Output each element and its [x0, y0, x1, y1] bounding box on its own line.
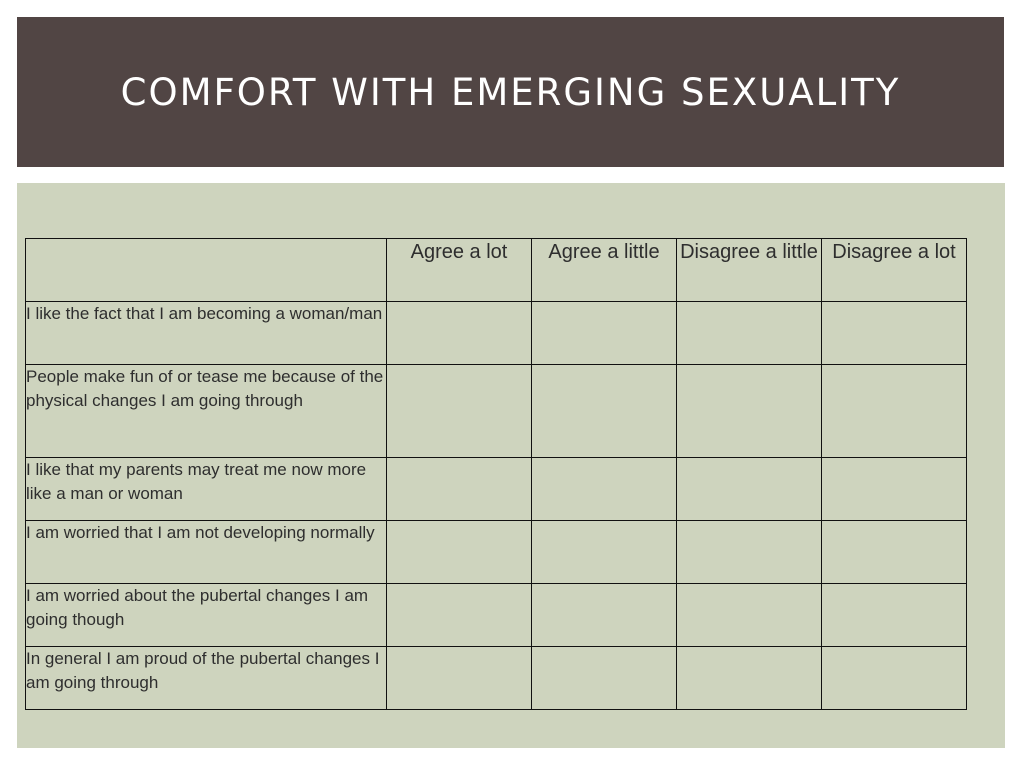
- column-header-agree-a-lot: Agree a lot: [387, 239, 532, 302]
- response-cell[interactable]: [822, 647, 967, 710]
- row-label: I like that my parents may treat me now more like a man or woman: [26, 458, 387, 521]
- row-label: I am worried about the pubertal changes I am going though: [26, 584, 387, 647]
- row-label: People make fun of or tease me because of the physical changes I am going through: [26, 365, 387, 458]
- response-cell[interactable]: [677, 365, 822, 458]
- column-header-disagree-a-lot: Disagree a lot: [822, 239, 967, 302]
- response-cell[interactable]: [387, 521, 532, 584]
- response-cell[interactable]: [532, 521, 677, 584]
- response-cell[interactable]: [387, 458, 532, 521]
- response-cell[interactable]: [822, 584, 967, 647]
- survey-table: [25, 238, 967, 710]
- table-row: [26, 647, 967, 710]
- response-cell[interactable]: [387, 584, 532, 647]
- response-cell[interactable]: [532, 584, 677, 647]
- response-cell[interactable]: [822, 302, 967, 365]
- column-header-agree-a-little: Agree a little: [532, 239, 677, 302]
- response-cell[interactable]: [532, 647, 677, 710]
- header-blank-cell: [26, 239, 387, 302]
- table-row: [26, 458, 967, 521]
- slide-title: COMFORT WITH EMERGING SEXUALITY: [120, 70, 901, 114]
- response-cell[interactable]: [677, 458, 822, 521]
- response-cell[interactable]: [532, 302, 677, 365]
- response-cell[interactable]: [677, 647, 822, 710]
- response-cell[interactable]: [532, 365, 677, 458]
- response-cell[interactable]: [387, 302, 532, 365]
- row-label: In general I am proud of the pubertal changes I am going through: [26, 647, 387, 710]
- response-cell[interactable]: [677, 521, 822, 584]
- response-cell[interactable]: [387, 365, 532, 458]
- content-panel: [17, 183, 1005, 748]
- table-row: [26, 365, 967, 458]
- column-header-disagree-a-little: Disagree a little: [677, 239, 822, 302]
- table-row: [26, 584, 967, 647]
- response-cell[interactable]: [677, 584, 822, 647]
- response-cell[interactable]: [822, 458, 967, 521]
- row-label: I am worried that I am not developing normally: [26, 521, 387, 584]
- response-cell[interactable]: [532, 458, 677, 521]
- title-bar: [17, 17, 1004, 167]
- table-row: [26, 521, 967, 584]
- response-cell[interactable]: [677, 302, 822, 365]
- table-row: [26, 302, 967, 365]
- response-cell[interactable]: [822, 365, 967, 458]
- row-label: I like the fact that I am becoming a woman/man: [26, 302, 387, 365]
- response-cell[interactable]: [387, 647, 532, 710]
- response-cell[interactable]: [822, 521, 967, 584]
- header-row: [26, 239, 967, 302]
